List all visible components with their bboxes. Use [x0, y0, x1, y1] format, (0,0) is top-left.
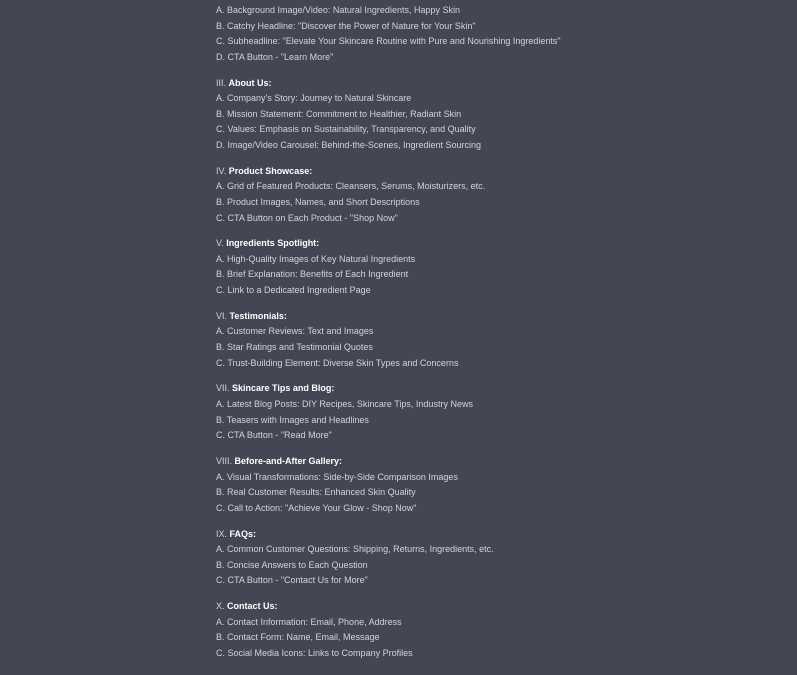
- list-item: C. Link to a Dedicated Ingredient Page: [216, 285, 371, 296]
- list-item: A. Grid of Featured Products: Cleansers, Serums, Moisturizers, etc.: [216, 181, 486, 192]
- section-title: Testimonials:: [229, 310, 287, 321]
- list-item: A. Latest Blog Posts: DIY Recipes, Skincare Tips, Industry News: [216, 399, 473, 409]
- outline-section: [216, 309, 776, 371]
- list-item: C. Subheadline: "Elevate Your Skincare Routine with Pure and Nourishing Ingredients": [216, 36, 561, 47]
- list-item: C. Call to Action: "Achieve Your Glow - Shop Now": [216, 502, 417, 513]
- list-item: A. Contact Information: Email, Phone, Address: [216, 616, 402, 627]
- outline-section: [216, 454, 776, 516]
- list-item: C. CTA Button - "Read More": [216, 430, 332, 441]
- list-item: B. Catchy Headline: "Discover the Power of Nature for Your Skin": [216, 20, 476, 31]
- list-item: A. Customer Reviews: Text and Images: [216, 326, 374, 337]
- list-item: B. Star Ratings and Testimonial Quotes: [216, 342, 373, 353]
- section-heading: [216, 309, 776, 325]
- section-numeral: VI.: [216, 310, 230, 321]
- outline-section: [216, 164, 776, 226]
- section-numeral: VIII.: [216, 455, 235, 466]
- section-heading: [216, 76, 776, 92]
- list-item: D. Image/Video Carousel: Behind-the-Scenes, Ingredient Sourcing: [216, 139, 481, 150]
- outline-section: [216, 236, 776, 298]
- list-item: B. Teasers with Images and Headlines: [216, 414, 369, 425]
- list-item: B. Real Customer Results: Enhanced Skin Quality: [216, 487, 416, 498]
- list-item: C. CTA Button - "Contact Us for More": [216, 575, 368, 586]
- section-numeral: V.: [216, 238, 227, 249]
- chat-message-content: [216, 3, 776, 672]
- section-heading: [216, 236, 776, 252]
- list-item: D. CTA Button - "Learn More": [216, 51, 334, 62]
- list-item: A. Background Image/Video: Natural Ingredients, Happy Skin: [216, 5, 460, 15]
- section-numeral: X.: [216, 601, 228, 612]
- outline-section: [216, 599, 776, 661]
- section-numeral: III.: [216, 77, 229, 88]
- section-heading: [216, 527, 776, 543]
- section-title: Before-and-After Gallery:: [234, 455, 343, 466]
- section-numeral: IV.: [216, 165, 229, 176]
- list-item: A. Visual Transformations: Side-by-Side Comparison Images: [216, 471, 458, 482]
- section-title: FAQs:: [229, 528, 257, 539]
- section-title: About Us:: [228, 77, 272, 88]
- section-heading: [216, 454, 776, 470]
- outline-sections: [216, 76, 776, 662]
- list-item: C. CTA Button on Each Product - "Shop Now": [216, 212, 398, 223]
- list-item: B. Product Images, Names, and Short Descriptions: [216, 196, 420, 207]
- section-title: Contact Us:: [227, 601, 278, 612]
- list-item: C. Values: Emphasis on Sustainability, Transparency, and Quality: [216, 124, 476, 135]
- list-item: A. High-Quality Images of Key Natural Ingredients: [216, 253, 416, 264]
- intro-section: [216, 3, 776, 65]
- outline-section: [216, 381, 776, 443]
- list-item: B. Contact Form: Name, Email, Message: [216, 632, 380, 643]
- section-numeral: IX.: [216, 528, 230, 539]
- list-item: A. Company's Story: Journey to Natural Skincare: [216, 93, 412, 104]
- section-title: Ingredients Spotlight:: [226, 238, 320, 249]
- section-heading: [216, 164, 776, 180]
- section-numeral: VII.: [216, 383, 233, 394]
- list-item: B. Mission Statement: Commitment to Healthier, Radiant Skin: [216, 108, 462, 119]
- outline-section: [216, 76, 776, 154]
- list-item: C. Social Media Icons: Links to Company Profiles: [216, 647, 413, 658]
- section-title: Product Showcase:: [228, 165, 313, 176]
- section-heading: [216, 599, 776, 615]
- outline-section: [216, 527, 776, 589]
- section-heading: [216, 381, 776, 397]
- list-item: B. Concise Answers to Each Question: [216, 559, 368, 570]
- list-item: B. Brief Explanation: Benefits of Each Ingredient: [216, 269, 409, 280]
- section-title: Skincare Tips and Blog:: [232, 383, 335, 394]
- list-item: A. Common Customer Questions: Shipping, Returns, Ingredients, etc.: [216, 544, 494, 555]
- list-item: C. Trust-Building Element: Diverse Skin Types and Concerns: [216, 357, 459, 368]
